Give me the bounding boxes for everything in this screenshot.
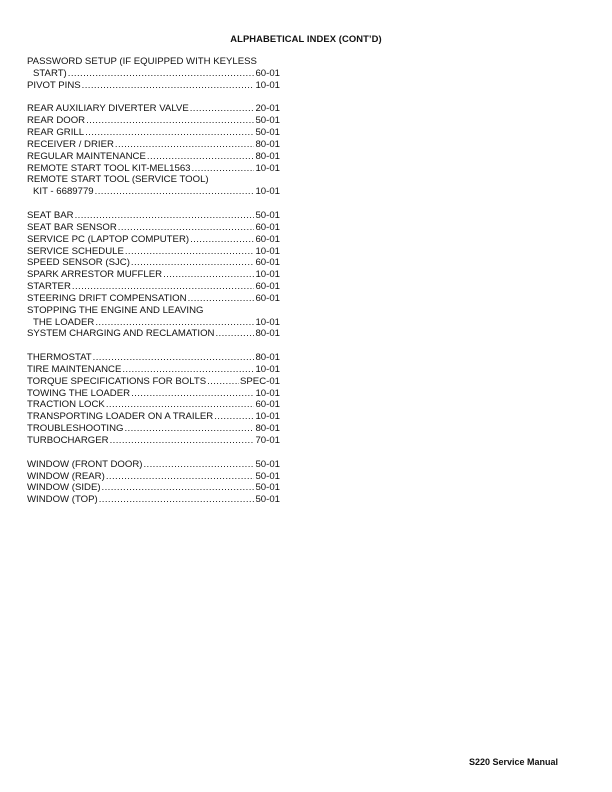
dot-leader (163, 269, 254, 281)
index-entry-name: SYSTEM CHARGING AND RECLAMATION (27, 328, 215, 340)
index-entry (27, 115, 280, 127)
index-entry (27, 364, 280, 376)
index-entry (27, 269, 280, 281)
index-entry (27, 293, 280, 305)
index-entry-name: TRANSPORTING LOADER ON A TRAILER (27, 411, 214, 423)
index-entry-page: 60-01 (255, 67, 280, 79)
alphabetical-index (27, 56, 280, 506)
index-entry-page: 60-01 (255, 292, 280, 304)
index-entry-page: 50-01 (255, 482, 280, 494)
group-spacer (27, 92, 280, 104)
index-entry-page: SPEC-01 (240, 375, 280, 387)
index-entry-name: PASSWORD SETUP (IF EQUIPPED WITH KEYLESS (27, 56, 257, 67)
dot-leader (192, 163, 255, 175)
index-entry-name: KIT - 6689779 (33, 186, 94, 198)
dot-leader (190, 234, 254, 246)
dot-leader (131, 257, 255, 269)
dot-leader (99, 494, 255, 506)
dot-leader (102, 482, 255, 494)
group-spacer (27, 198, 280, 210)
dot-leader (115, 139, 255, 151)
index-entry (27, 174, 280, 186)
index-entry-name: THE LOADER (33, 316, 95, 328)
dot-leader (125, 246, 255, 258)
index-entry-page: 60-01 (255, 399, 280, 411)
index-entry-name: REAR GRILL (27, 127, 85, 139)
index-entry-name: WINDOW (REAR) (27, 470, 105, 482)
index-entry (27, 423, 280, 435)
dot-leader (124, 423, 254, 435)
index-entry-page: 10-01 (255, 411, 280, 423)
index-entry-page: 10-01 (255, 316, 280, 328)
index-entry (27, 305, 280, 317)
index-entry-page: 80-01 (255, 352, 280, 364)
index-entry-name: SPEED SENSOR (SJC) (27, 257, 130, 269)
index-entry-name: STEERING DRIFT COMPENSATION (27, 292, 187, 304)
dot-leader (147, 151, 255, 163)
index-entry-page: 60-01 (255, 233, 280, 245)
dot-leader (68, 68, 255, 80)
index-entry-page: 10-01 (255, 162, 280, 174)
dot-leader (106, 399, 255, 411)
dot-leader (188, 293, 255, 305)
dot-leader (207, 376, 239, 388)
index-entry (27, 163, 280, 175)
index-entry-page: 50-01 (255, 115, 280, 127)
index-entry-name: STOPPING THE ENGINE AND LEAVING (27, 304, 204, 316)
index-entry-name: REAR AUXILIARY DIVERTER VALVE (27, 103, 189, 115)
dot-leader (106, 471, 255, 483)
index-entry-page: 10-01 (255, 245, 280, 257)
index-entry (27, 257, 280, 269)
index-entry (27, 234, 280, 246)
index-entry-name: THERMOSTAT (27, 352, 92, 364)
index-entry (27, 127, 280, 139)
dot-leader (190, 103, 255, 115)
dot-leader (214, 411, 254, 423)
dot-leader (110, 435, 255, 447)
group-spacer (27, 447, 280, 459)
index-entry (27, 411, 280, 423)
index-entry-name: SERVICE SCHEDULE (27, 245, 124, 257)
index-entry-name: STARTER (27, 281, 71, 293)
index-entry-name: TROUBLESHOOTING (27, 423, 124, 435)
index-entry-page: 60-01 (255, 257, 280, 269)
index-entry (27, 494, 280, 506)
dot-leader (82, 80, 255, 92)
index-entry (27, 317, 280, 329)
index-entry-name: TORQUE SPECIFICATIONS FOR BOLTS (27, 375, 207, 387)
dot-leader (215, 328, 254, 340)
index-entry-name: REMOTE START TOOL (SERVICE TOOL) (27, 174, 209, 186)
index-entry-name: REGULAR MAINTENANCE (27, 150, 146, 162)
index-entry (27, 210, 280, 222)
index-entry (27, 246, 280, 258)
dot-leader (118, 222, 255, 234)
group-spacer (27, 340, 280, 352)
index-entry-page: 80-01 (255, 138, 280, 150)
index-entry (27, 281, 280, 293)
index-entry (27, 186, 280, 198)
index-entry-name: REMOTE START TOOL KIT-MEL1563 (27, 162, 191, 174)
index-entry-name: TURBOCHARGER (27, 435, 109, 446)
index-entry-name: START) (33, 67, 67, 79)
dot-leader (143, 459, 254, 471)
index-entry (27, 435, 280, 447)
index-entry-page: 50-01 (255, 470, 280, 482)
index-entry-name: TRACTION LOCK (27, 399, 105, 411)
index-entry-page: 10-01 (255, 387, 280, 399)
dot-leader (95, 186, 255, 198)
index-entry-page: 50-01 (255, 209, 280, 221)
index-entry-name: TOWING THE LOADER (27, 387, 131, 399)
index-entry (27, 103, 280, 115)
index-entry (27, 151, 280, 163)
index-entry-name: REAR DOOR (27, 115, 86, 127)
dot-leader (85, 127, 254, 139)
index-entry (27, 376, 280, 388)
dot-leader (86, 115, 254, 127)
index-entry (27, 80, 280, 92)
dot-leader (131, 388, 254, 400)
index-entry-name: RECEIVER / DRIER (27, 138, 114, 150)
index-entry (27, 139, 280, 151)
index-entry-page: 80-01 (255, 423, 280, 435)
index-entry-page: 70-01 (255, 435, 280, 446)
index-entry (27, 68, 280, 80)
index-entry-page: 80-01 (255, 150, 280, 162)
index-entry (27, 399, 280, 411)
index-entry-page: 50-01 (255, 494, 280, 506)
dot-leader (93, 352, 255, 364)
index-entry (27, 328, 280, 340)
index-entry-page: 80-01 (255, 328, 280, 340)
index-entry-page: 10-01 (255, 79, 280, 91)
footer-manual-title: S220 Service Manual (468, 757, 558, 767)
index-entry-name: WINDOW (SIDE) (27, 482, 101, 494)
dot-leader (75, 210, 255, 222)
index-entry-page: 60-01 (255, 281, 280, 293)
index-entry-name: SPARK ARRESTOR MUFFLER (27, 269, 163, 281)
index-entry-page: 10-01 (255, 186, 280, 198)
index-entry-name: PIVOT PINS (27, 79, 81, 91)
index-entry (27, 471, 280, 483)
index-entry-page: 10-01 (255, 269, 280, 281)
dot-leader (72, 281, 255, 293)
index-entry-name: TIRE MAINTENANCE (27, 363, 122, 375)
index-entry (27, 388, 280, 400)
dot-leader (95, 317, 254, 329)
index-entry-name: WINDOW (FRONT DOOR) (27, 458, 143, 470)
index-entry (27, 459, 280, 471)
index-entry (27, 222, 280, 234)
page-title: ALPHABETICAL INDEX (CONT’D) (230, 33, 382, 44)
index-entry-page: 20-01 (255, 103, 280, 115)
index-entry (27, 482, 280, 494)
index-entry (27, 352, 280, 364)
index-entry-name: SERVICE PC (LAPTOP COMPUTER) (27, 233, 190, 245)
index-entry-name: SEAT BAR (27, 209, 74, 221)
index-entry-name: WINDOW (TOP) (27, 494, 98, 506)
index-entry-name: SEAT BAR SENSOR (27, 221, 117, 233)
index-entry-page: 10-01 (255, 363, 280, 375)
dot-leader (122, 364, 254, 376)
index-entry-page: 50-01 (255, 127, 280, 139)
index-entry-page: 50-01 (255, 458, 280, 470)
index-entry-page: 60-01 (255, 221, 280, 233)
index-entry (27, 56, 280, 68)
